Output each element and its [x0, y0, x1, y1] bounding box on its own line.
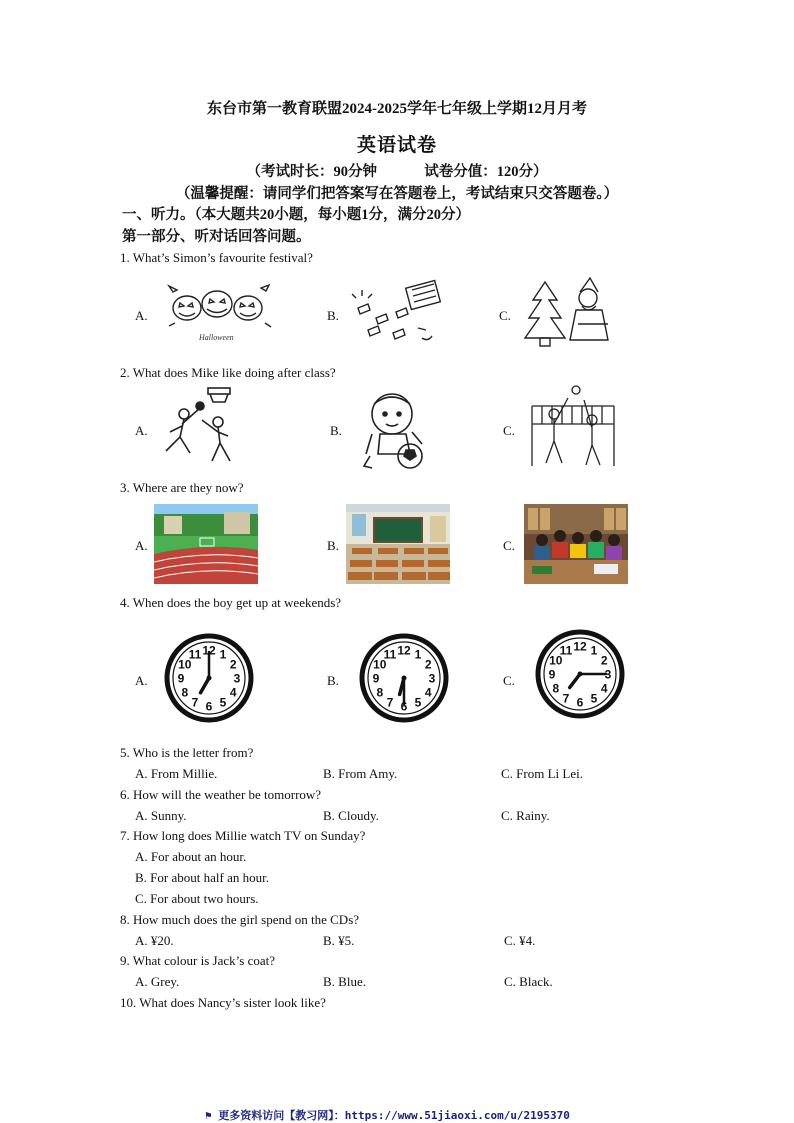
clock-numeral: 8: [552, 681, 560, 696]
clock-numeral: 10: [373, 657, 387, 672]
clock-numeral: 3: [604, 667, 612, 682]
clock-numeral: 11: [383, 647, 397, 662]
clock-numeral: 10: [549, 653, 563, 668]
question-5: 5. Who is the letter from?: [120, 745, 254, 760]
clock-seven-fifteen-icon: [534, 628, 626, 720]
footer-text: 更多资料访问【教习网】：https://www.51jiaoxi.com/u/2195370: [218, 1109, 570, 1122]
clock-numeral: 4: [424, 685, 432, 700]
clock-six-thirty-icon: [358, 632, 450, 724]
q1-option-c[interactable]: C.: [499, 308, 511, 323]
classroom-photo: [346, 504, 450, 584]
question-8: 8. How much does the girl spend on the CDs?: [120, 912, 360, 927]
clock-numeral: 12: [397, 643, 411, 658]
q8-option-a[interactable]: A. ¥20.: [135, 933, 174, 948]
clock-numeral: 1: [219, 647, 227, 662]
clock-numeral: 9: [548, 667, 556, 682]
q5-option-a[interactable]: A. From Millie.: [135, 766, 218, 781]
clock-numeral: 7: [562, 691, 570, 706]
spring-festival-firecrackers-icon: [348, 278, 448, 350]
part-heading: 第一部分、听对话回答问题。: [122, 229, 311, 245]
clock-numeral: 5: [414, 695, 422, 710]
question-1: 1. What’s Simon’s favourite festival?: [120, 250, 313, 265]
q4-option-b[interactable]: B.: [327, 673, 339, 688]
q4-option-a[interactable]: A.: [135, 673, 148, 688]
clock-numeral: 10: [178, 657, 192, 672]
halloween-pumpkins-icon: [165, 278, 275, 350]
clock-numeral: 2: [600, 653, 608, 668]
clock-numeral: 7: [386, 695, 394, 710]
clock-numeral: 2: [424, 657, 432, 672]
clock-center: [578, 672, 583, 677]
q2-option-a[interactable]: A.: [135, 423, 148, 438]
clock-numeral: 12: [573, 639, 587, 654]
clock-numeral: 4: [229, 685, 237, 700]
exam-score: 试卷分值：120分）: [424, 164, 548, 180]
clock-numeral: 3: [428, 671, 436, 686]
clock-numeral: 12: [202, 643, 216, 658]
exam-time: （考试时长：90分钟: [246, 164, 377, 180]
q3-option-b[interactable]: B.: [327, 538, 339, 553]
clock-numeral: 1: [590, 643, 598, 658]
clock-numeral: 5: [590, 691, 598, 706]
christmas-tree-santa-icon: [520, 276, 620, 352]
volleyball-players-icon: [528, 384, 618, 472]
question-6: 6. How will the weather be tomorrow?: [120, 787, 322, 802]
q1-option-a[interactable]: A.: [135, 308, 148, 323]
q5-option-c[interactable]: C. From Li Lei.: [501, 766, 583, 781]
flag-icon: ⚑: [205, 1109, 212, 1122]
q3-option-c[interactable]: C.: [503, 538, 515, 553]
q6-option-a[interactable]: A. Sunny.: [135, 808, 187, 823]
question-4: 4. When does the boy get up at weekends?: [120, 595, 342, 610]
clock-numeral: 8: [181, 685, 189, 700]
q2-option-b[interactable]: B.: [330, 423, 342, 438]
question-10: 10. What does Nancy’s sister look like?: [120, 995, 326, 1010]
q7-option-c[interactable]: C. For about two hours.: [135, 891, 259, 906]
clock-center: [402, 676, 407, 681]
basketball-players-icon: [152, 386, 252, 470]
clock-numeral: 2: [229, 657, 237, 672]
footer-link[interactable]: [205, 1107, 570, 1123]
playground-photo: [154, 504, 258, 584]
question-7: 7. How long does Millie watch TV on Sunday?: [120, 828, 366, 843]
clock-seven-icon: [163, 632, 255, 724]
clock-numeral: 4: [600, 681, 608, 696]
q4-option-c[interactable]: C.: [503, 673, 515, 688]
clock-numeral: 6: [400, 699, 408, 714]
clock-numeral: 7: [191, 695, 199, 710]
clock-numeral: 5: [219, 695, 227, 710]
q1-option-b[interactable]: B.: [327, 308, 339, 323]
q5-option-b[interactable]: B. From Amy.: [323, 766, 398, 781]
exam-title: 东台市第一教育联盟2024-2025学年七年级上学期12月月考: [207, 101, 587, 117]
q9-option-b[interactable]: B. Blue.: [323, 974, 366, 989]
question-3: 3. Where are they now?: [120, 480, 244, 495]
exam-subject: 英语试卷: [356, 135, 437, 156]
section-heading: 一、听力。（本大题共20小题，每小题1分，满分20分）: [122, 207, 470, 223]
clock-numeral: 9: [372, 671, 380, 686]
q6-option-b[interactable]: B. Cloudy.: [323, 808, 379, 823]
q9-option-a[interactable]: A. Grey.: [135, 974, 180, 989]
clock-numeral: 1: [414, 647, 422, 662]
q7-option-b[interactable]: B. For about half an hour.: [135, 870, 269, 885]
exam-info: [0, 160, 794, 181]
q8-option-c[interactable]: C. ¥4.: [504, 933, 536, 948]
q7-option-a[interactable]: A. For about an hour.: [135, 849, 247, 864]
q2-option-c[interactable]: C.: [503, 423, 515, 438]
library-photo: [524, 504, 628, 584]
clock-center: [207, 676, 212, 681]
clock-numeral: 3: [233, 671, 241, 686]
q3-option-a[interactable]: A.: [135, 538, 148, 553]
q6-option-c[interactable]: C. Rainy.: [501, 808, 550, 823]
clock-numeral: 9: [177, 671, 185, 686]
clock-numeral: 8: [376, 685, 384, 700]
halloween-caption: Halloween: [199, 333, 234, 342]
football-boy-icon: [352, 386, 442, 472]
question-9: 9. What colour is Jack’s coat?: [120, 953, 275, 968]
q8-option-b[interactable]: B. ¥5.: [323, 933, 355, 948]
q9-option-c[interactable]: C. Black.: [504, 974, 553, 989]
clock-numeral: 11: [559, 643, 573, 658]
clock-numeral: 6: [576, 695, 584, 710]
question-2: 2. What does Mike like doing after class?: [120, 365, 336, 380]
exam-reminder: （温馨提醒：请同学们把答案写在答题卷上，考试结束只交答题卷。）: [175, 186, 619, 202]
clock-numeral: 6: [205, 699, 213, 714]
clock-numeral: 11: [188, 647, 202, 662]
